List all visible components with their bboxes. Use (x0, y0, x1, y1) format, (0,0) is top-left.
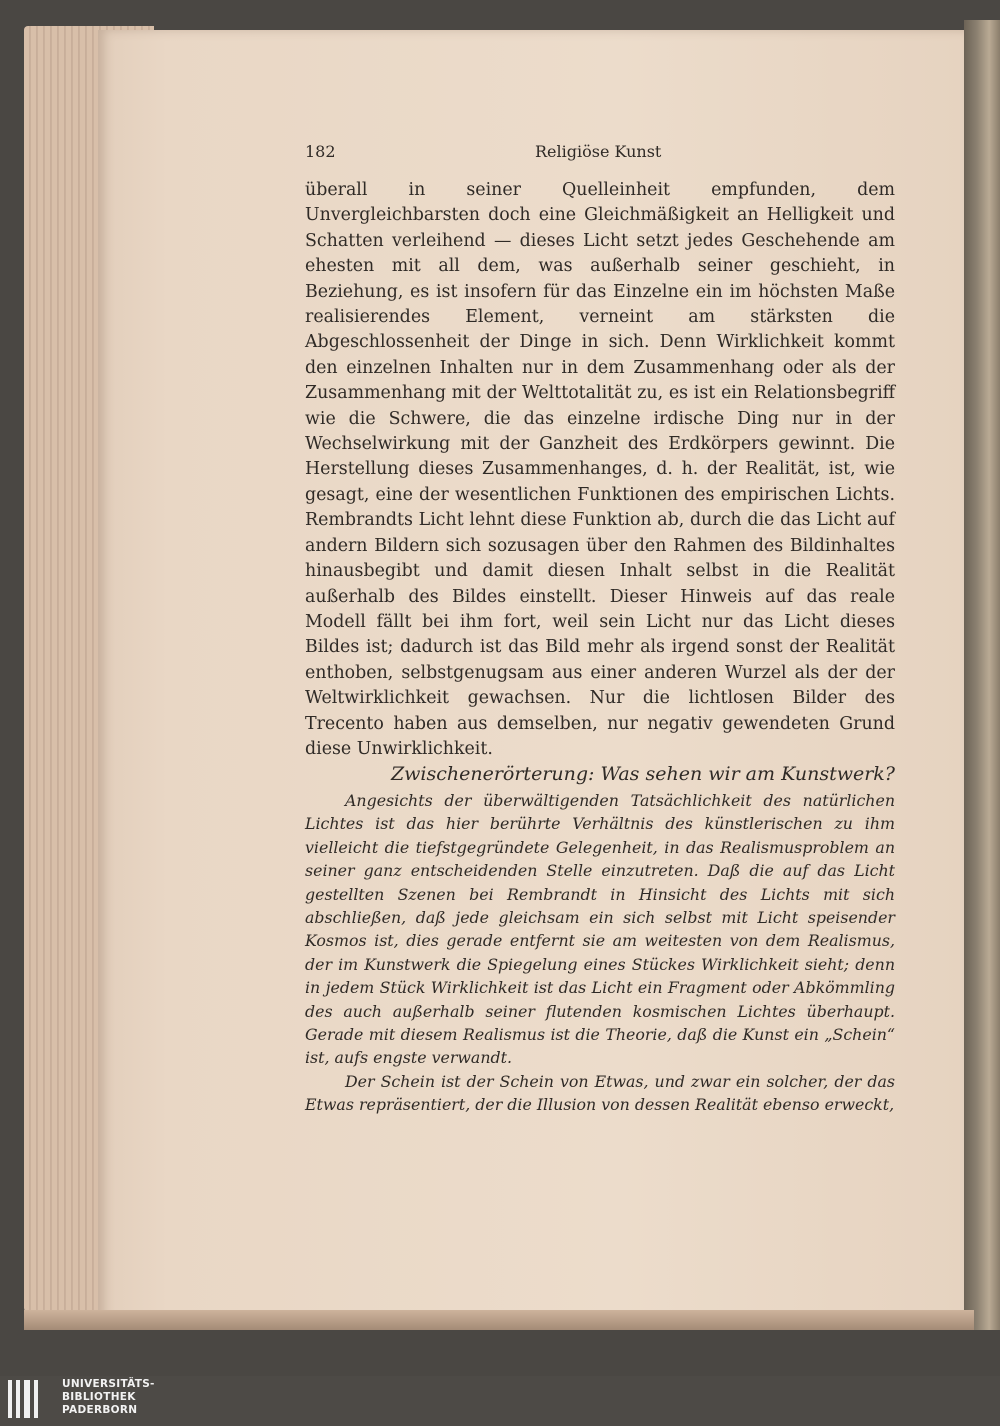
library-name (62, 1378, 155, 1417)
book-spine (964, 20, 1000, 1330)
body-paragraph: überall in seiner Quelleinheit empfunden, dem Unvergleichbarsten doch eine Gleichmäßigkeit an Helligkeit und Schatten verleihend — dieses Licht setzt jedes Geschehende am ehesten mit all dem, was außerhalb seiner geschieht, in Beziehung, es ist insofern für das Einzelne ein im höchsten Maße realisierendes Element, verneint am stärksten die Abgeschlossenheit der Dinge in sich. Denn Wirklichkeit kommt den einzelnen Inhalten nur in dem Zusammenhang oder als der Zusammenhang mit der Welttotalität zu, es ist ein Relationsbegriff wie die Schwere, die das einzelne irdische Ding nur in der Wechselwirkung mit der Ganzheit des Erdkörpers gewinnt. Die Herstellung dieses Zusammenhanges, d. h. der Realität, ist, wie gesagt, eine der wesentlichen Funktionen des empirischen Lichts. Rembrandts Licht lehnt diese Funktion ab, durch die das Licht auf andern Bildern sich sozusagen über den Rahmen des Bildinhaltes hinausbegibt und damit diesen Inhalt selbst in die Realität außerhalb des Bildes einstellt. Dieser Hinweis auf das reale Modell fällt bei ihm fort, weil sein Licht nur das Licht dieses Bildes ist; dadurch ist das Bild mehr als irgend sonst der Realität enthoben, selbstgenugsam aus einer anderen Wurzel als der der Weltwirklichkeit gewachsen. Nur die lichtlosen Bilder des Trecento haben aus demselben, nur negativ gewendeten Grund diese Unwirklichkeit. (305, 180, 895, 759)
small-print-text (305, 789, 895, 1117)
library-name-line: PADERBORN (62, 1404, 138, 1416)
small-paragraph: Der Schein ist der Schein von Etwas, und zwar ein solcher, der das Etwas repräsentiert, der die Illusion von dessen Realität ebenso erweckt, (305, 1071, 895, 1115)
section-heading: Zwischenerörterung: Was sehen wir am Kunstwerk? (390, 763, 895, 785)
page-number: 182 (305, 142, 336, 161)
library-name-line: UNIVERSITÄTS- (62, 1378, 155, 1390)
small-paragraph: Angesichts der überwältigenden Tatsächlichkeit des natürlichen Lichtes ist das hier berührte Verhältnis des künstlerischen zu ihm vielleicht die tiefstgegründete Gelegenheit, in das Realismusproblem an seiner ganz entscheidenden Stelle einzutreten. Daß die auf das Licht gestellten Szenen bei Rembrandt in Hinsicht des Lichts mit sich abschließen, daß jede gleichsam ein sich selbst mit Licht speisender Kosmos ist, dies gerade entfernt sie am weitesten von dem Realismus, der im Kunstwerk die Spiegelung eines Stückes Wirklichkeit sieht; denn in jedem Stück Wirklichkeit ist das Licht ein Fragment oder Abkömmling des auch außerhalb seiner flutenden kosmischen Lichtes überhaupt. Gerade mit diesem Realismus ist die Theorie, daß die Kunst ein „Schein“ ist, aufs engste verwandt. (305, 791, 895, 1068)
running-head (305, 142, 895, 166)
running-title: Religiöse Kunst (535, 142, 662, 161)
book-bottom-edge (24, 1310, 974, 1330)
library-name-line: BIBLIOTHEK (62, 1391, 136, 1403)
library-logo-icon (8, 1380, 48, 1424)
body-text (305, 178, 895, 762)
